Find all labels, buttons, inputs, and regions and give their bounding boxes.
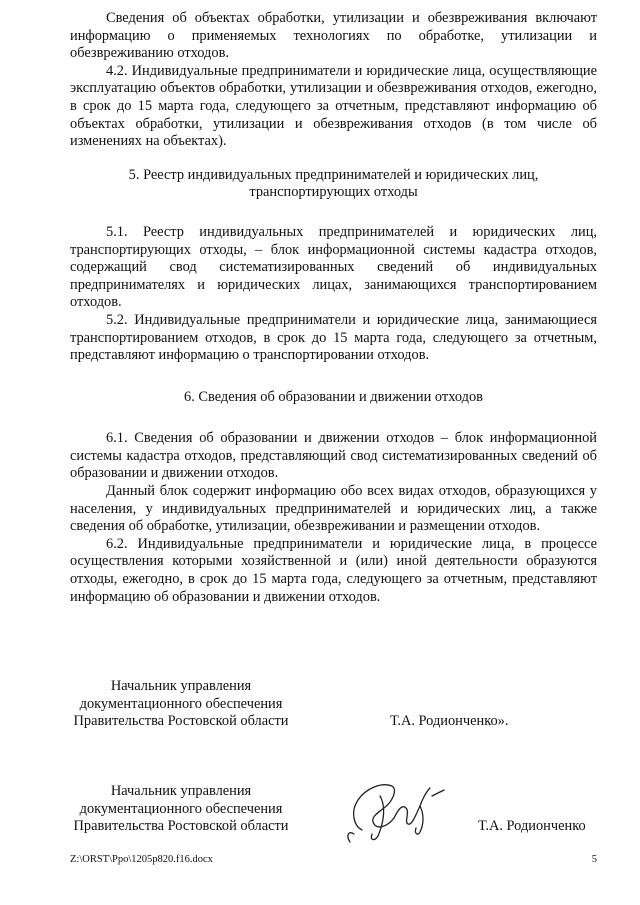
paragraph-5-1: 5.1. Реестр индивидуальных предпринимателей и юридических лиц, транспортирующих отходы, – блок информационной системы кадастра отходов, содержащий свод систематизированных сведений об индивидуальных предпринимателях и юридических лицах, занимающихся транспортированием отходов. <box>70 223 597 311</box>
paragraph-6-2: 6.2. Индивидуальные предприниматели и юридические лица, в процессе осуществления которыми хозяйственной и (или) иной деятельности образуются отходы, ежегодно, в срок до 15 марта года, следующего за отчетным, представляют информацию об образовании и движении отходов. <box>70 535 597 605</box>
section-heading-6: 6. Сведения об образовании и движении отходов <box>184 388 483 405</box>
paragraph-4-2: 4.2. Индивидуальные предприниматели и юридические лица, осуществляющие эксплуатацию объектов обработки, утилизации и обезвреживания отходов, ежегодно, в срок до 15 марта года, следующего за отчетным, представляют информацию об объектах обработки, утилизации и обезвреживания отходов (в том числе об изменениях на объектах). <box>70 62 597 150</box>
section-heading-5-line1: 5. Реестр индивидуальных предпринимателей и юридических лиц, <box>128 166 539 183</box>
signature-2-name: Т.А. Родионченко <box>478 818 586 834</box>
paragraph-block-contents: Данный блок содержит информацию обо всех видах отходов, образующихся у населения, у индивидуальных предпринимателей и юридических лиц, а также сведения об обработке, утилизации, обезвреживании и размещении отходов. <box>70 483 597 535</box>
signature-2-position <box>66 783 296 836</box>
paragraph-6-1: 6.1. Сведения об образовании и движении отходов – блок информационной системы кадастра отходов, представляющий свод систематизированных сведений об образовании и движении отходов. <box>70 430 597 482</box>
handwritten-signature-icon <box>340 768 460 848</box>
file-path: Z:\ORST\Ppo\1205p820.f16.docx <box>70 854 213 865</box>
signature-1-name: Т.А. Родионченко». <box>390 713 509 729</box>
section-heading-5 <box>70 167 597 202</box>
paragraph-objects-info: Сведения об объектах обработки, утилизации и обезвреживания включают информацию о применяемых технологиях по обработке, утилизации и обезвреживанию отходов. <box>70 10 597 62</box>
signature-1-line1: Начальник управления <box>110 678 252 694</box>
signature-2-line3: Правительства Ростовской области <box>73 818 289 835</box>
document-body <box>70 10 597 606</box>
paragraph-5-2: 5.2. Индивидуальные предприниматели и юридические лица, занимающиеся транспортированием отходов, в срок до 15 марта года, следующего за отчетным, представляют информацию о транспортировании отходов. <box>70 311 597 364</box>
signature-2-line2: документационного обеспечения <box>79 800 283 817</box>
signature-1-line2: документационного обеспечения <box>79 695 283 712</box>
signature-1-line3: Правительства Ростовской области <box>73 713 289 730</box>
signature-2-line1: Начальник управления <box>110 783 252 799</box>
signature-1-position <box>66 678 296 731</box>
page-number: 5 <box>591 854 597 865</box>
section-heading-5-line2: транспортирующих отходы <box>249 184 418 201</box>
